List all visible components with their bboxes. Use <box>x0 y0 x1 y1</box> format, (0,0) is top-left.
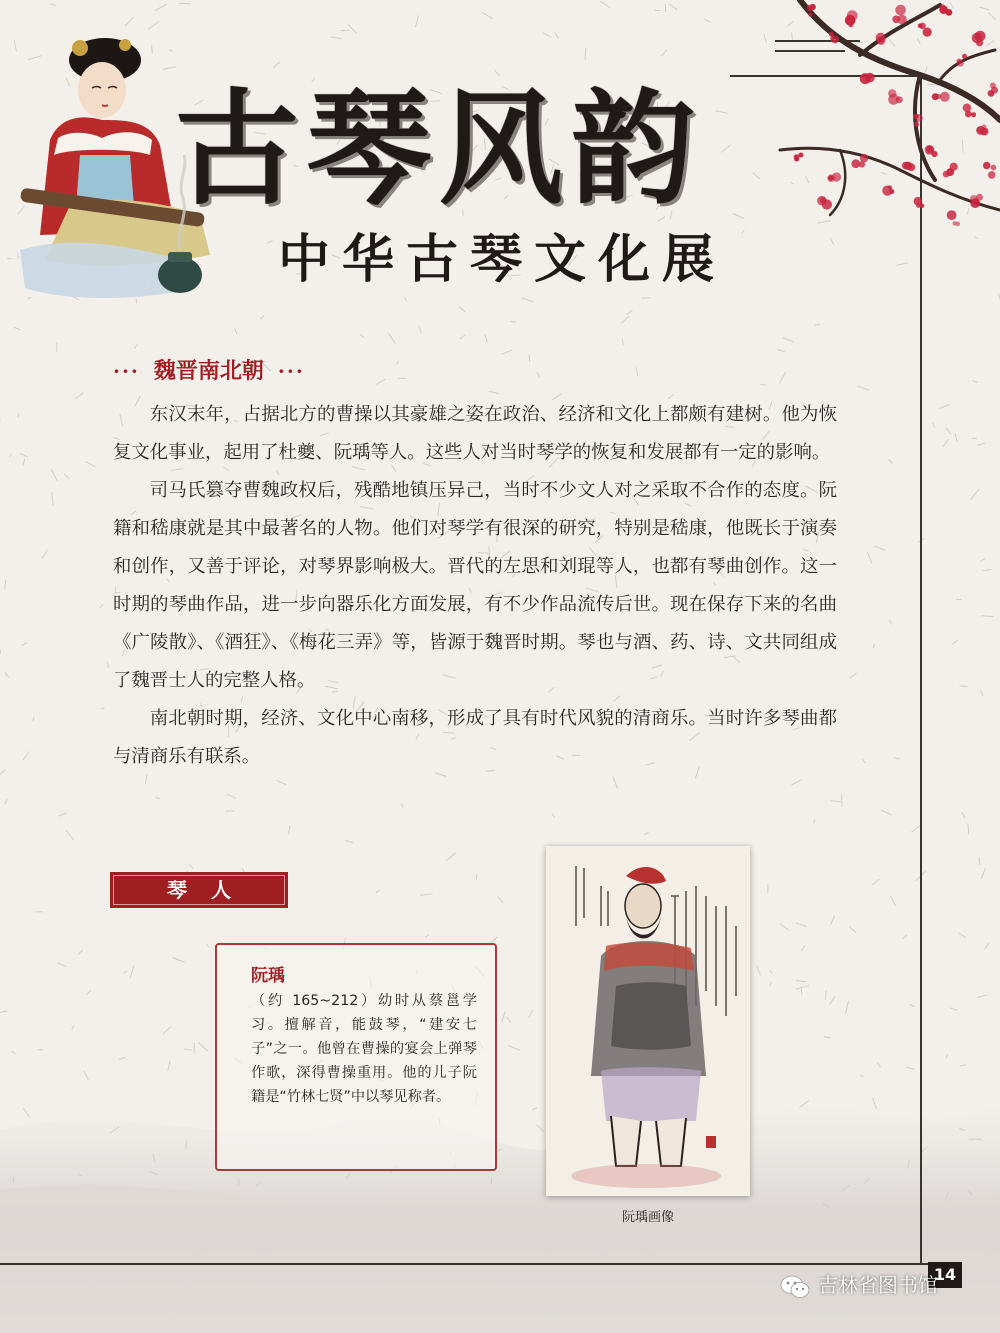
portrait-painting <box>546 846 750 1196</box>
person-name: 阮瑀 <box>251 966 285 986</box>
main-title: 古琴风韵 <box>175 77 704 222</box>
page-number: 14 <box>928 1262 962 1288</box>
wechat-icon <box>780 1275 810 1299</box>
section-dots-right: ··· <box>277 359 305 383</box>
subtitle: 中华古琴文化展 <box>278 229 727 290</box>
frame-right-line <box>920 75 922 1265</box>
plum-blossoms <box>794 4 998 226</box>
watermark-text: 吉林省图书馆 <box>818 1273 938 1297</box>
mountain-mist-far <box>0 1185 1000 1333</box>
person-description: （约 165~212）幼时从蔡邕学习。擅解音，能鼓琴，“建安七子”之一。他曾在曹操的宴会上弹琴作歌，深得曹操重用。他的儿子阮籍是“竹林七贤”中以琴见称者。 <box>251 993 477 1105</box>
portrait-caption: 阮瑀画像 <box>621 1210 674 1225</box>
ruan-yu-portrait-image <box>546 846 750 1196</box>
section-title: 魏晋南北朝 <box>153 358 264 384</box>
body-text <box>113 396 837 776</box>
paragraph: 东汉末年，占据北方的曹操以其豪雄之姿在政治、经济和文化上都颇有建树。他为恢复文化事业，起用了杜夔、阮瑀等人。这些人对当时琴学的恢复和发展都有一定的影响。 <box>113 404 837 463</box>
paragraph: 南北朝时期，经济、文化中心南移，形成了具有时代风貌的清商乐。当时许多琴曲都与清商乐有联系。 <box>113 708 837 767</box>
section-dots-left: ··· <box>113 359 140 383</box>
watermark <box>780 1265 938 1305</box>
person-card <box>215 943 497 1171</box>
qinren-label: 琴人 <box>110 872 288 908</box>
section-heading <box>113 355 373 387</box>
paragraph: 司马氏篡夺曹魏政权后，残酷地镇压异己，当时不少文人对之采取不合作的态度。阮籍和嵇康就是其中最著名的人物。他们对琴学有很深的研究，特别是嵇康，他既长于演奏和创作，又善于评论，对琴界影响极大。晋代的左思和刘琨等人，也都有琴曲创作。这一时期的琴曲作品，进一步向器乐化方面发展，有不少作品流传后世。现在保存下来的名曲《广陵散》、《酒狂》、《梅花三弄》等，皆源于魏晋时期。琴也与酒、药、诗、文共同组成了魏晋士人的完整人格。 <box>113 480 837 691</box>
